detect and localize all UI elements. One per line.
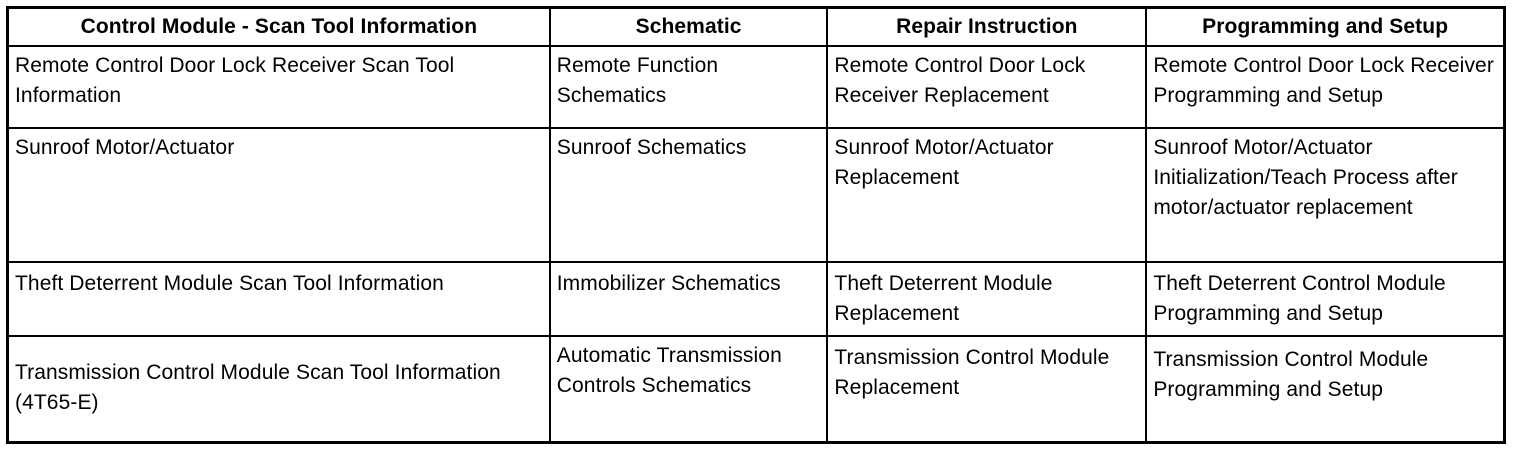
cell-schematic: Automatic Transmission Controls Schematics (550, 336, 828, 443)
cell-schematic: Immobilizer Schematics (550, 262, 828, 336)
cell-programming-and-setup: Theft Deterrent Control Module Programming and Setup (1146, 262, 1504, 336)
header-programming-and-setup: Programming and Setup (1146, 8, 1504, 47)
cell-programming-and-setup: Remote Control Door Lock Receiver Programming and Setup (1146, 46, 1504, 128)
cell-scan-tool-information: Remote Control Door Lock Receiver Scan Tool Information (8, 46, 550, 128)
table-header-row (8, 8, 1505, 47)
cell-schematic: Remote Function Schematics (550, 46, 828, 128)
cell-programming-and-setup: Sunroof Motor/Actuator Initialization/Teach Process after motor/actuator replacement (1146, 128, 1504, 262)
cell-scan-tool-information: Theft Deterrent Module Scan Tool Information (8, 262, 550, 336)
cell-repair-instruction: Remote Control Door Lock Receiver Replacement (827, 46, 1146, 128)
cell-repair-instruction: Theft Deterrent Module Replacement (827, 262, 1146, 336)
header-repair-instruction: Repair Instruction (827, 8, 1146, 47)
cell-repair-instruction: Sunroof Motor/Actuator Replacement (827, 128, 1146, 262)
cell-scan-tool-information: Sunroof Motor/Actuator (8, 128, 550, 262)
cell-schematic: Sunroof Schematics (550, 128, 828, 262)
cell-repair-instruction: Transmission Control Module Replacement (827, 336, 1146, 443)
cell-programming-and-setup: Transmission Control Module Programming and Setup (1146, 336, 1504, 443)
table-row (8, 46, 1505, 128)
module-information-table (6, 6, 1506, 444)
cell-scan-tool-information: Transmission Control Module Scan Tool Information (4T65-E) (8, 336, 550, 443)
header-scan-tool-information: Control Module - Scan Tool Information (8, 8, 550, 47)
header-schematic: Schematic (550, 8, 828, 47)
table-row (8, 262, 1505, 336)
table-row (8, 336, 1505, 443)
table-row (8, 128, 1505, 262)
